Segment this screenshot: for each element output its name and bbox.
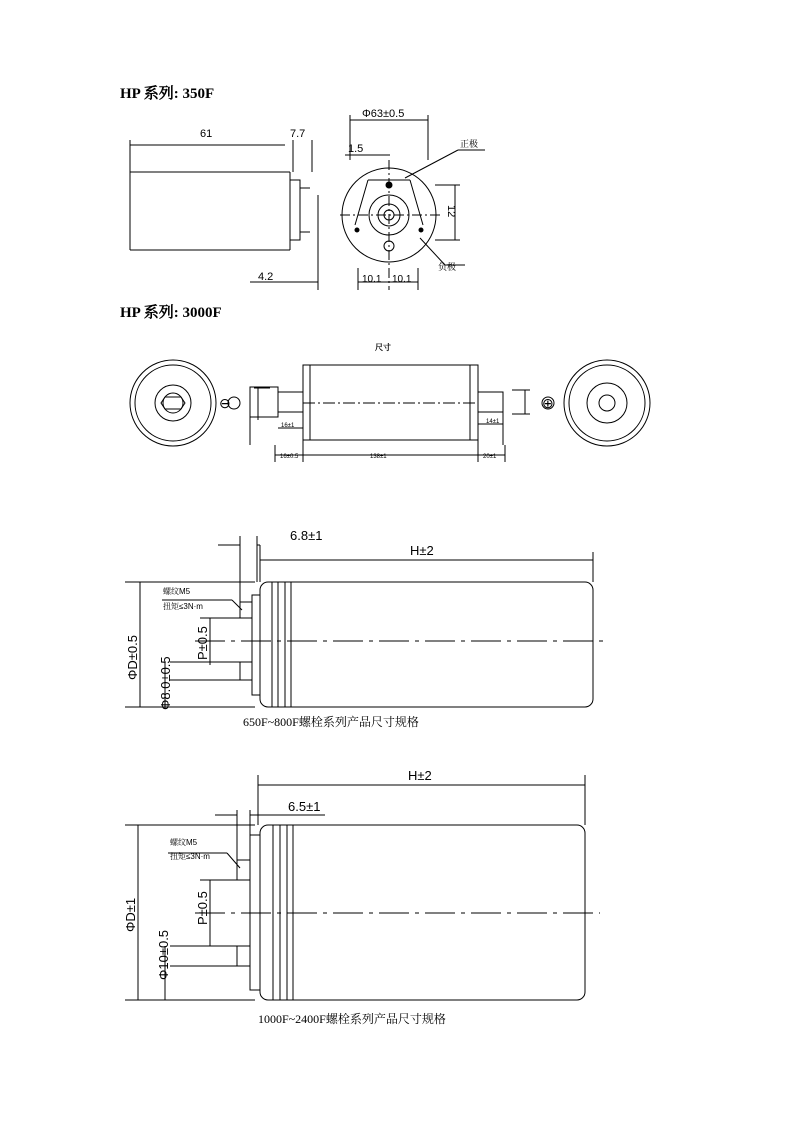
dim-650-top: 6.8±1: [290, 528, 323, 543]
dim-350-top: 7.7: [290, 128, 306, 140]
dim-650-height: H±2: [410, 543, 434, 558]
note-350-bottom: 负极: [438, 262, 457, 272]
label-650-bolt: 螺纹M5: [163, 587, 191, 596]
caption-1000f: 1000F~2400F螺栓系列产品尺寸规格: [258, 1012, 446, 1026]
drawing-3000f: [130, 360, 650, 462]
dim-650-d: ΦD±0.5: [125, 635, 140, 680]
minus-terminal-icon: ⊖: [219, 395, 231, 411]
dim-1000-top: 6.5±1: [288, 799, 321, 814]
title-3000f: 尺寸: [375, 343, 391, 352]
dim-350-p1: 10.1: [362, 274, 382, 285]
label-1000-torque: 扭矩≤3N·m: [170, 852, 210, 861]
heading-350f: HP 系列: 350F: [120, 86, 215, 102]
heading-3000f: HP 系列: 3000F: [120, 305, 222, 321]
dim-350-height: 12: [445, 205, 457, 218]
drawing-1000f: [125, 775, 600, 1000]
label-1000-bolt: 螺纹M5: [170, 838, 198, 847]
dim-1000-d: ΦD±1: [123, 897, 138, 932]
label-650-torque: 扭矩≤3N·m: [163, 602, 203, 611]
plus-terminal-icon: ⊕: [542, 395, 554, 411]
dim-650-8: Φ8.0±0.5: [158, 656, 173, 710]
drawing-650f: [125, 536, 605, 708]
dim-350-diameter: Φ63±0.5: [362, 108, 405, 120]
caption-650f: 650F~800F螺栓系列产品尺寸规格: [243, 715, 419, 729]
dim-3000-left: 16±0.5: [280, 454, 299, 460]
dim-350-bottom: 4.2: [258, 271, 274, 283]
dim-3000-tab-left: 16±1: [281, 423, 295, 429]
dim-350-length: 61: [200, 128, 213, 140]
dim-3000-tab-right: 14±1: [486, 419, 500, 425]
dim-3000-right: 20±1: [483, 454, 497, 460]
dim-350-p2: 10.1: [392, 274, 412, 285]
note-350-top: 正极: [460, 139, 479, 149]
dim-350-offset: 1.5: [348, 143, 364, 155]
dim-1000-height: H±2: [408, 768, 432, 783]
dim-3000-mid: 138±1: [370, 454, 387, 460]
dim-1000-10: Φ10±0.5: [156, 929, 171, 980]
dim-1000-p: P±0.5: [195, 891, 210, 925]
drawing-350f-side: [130, 140, 318, 290]
dim-650-p: P±0.5: [195, 626, 210, 660]
